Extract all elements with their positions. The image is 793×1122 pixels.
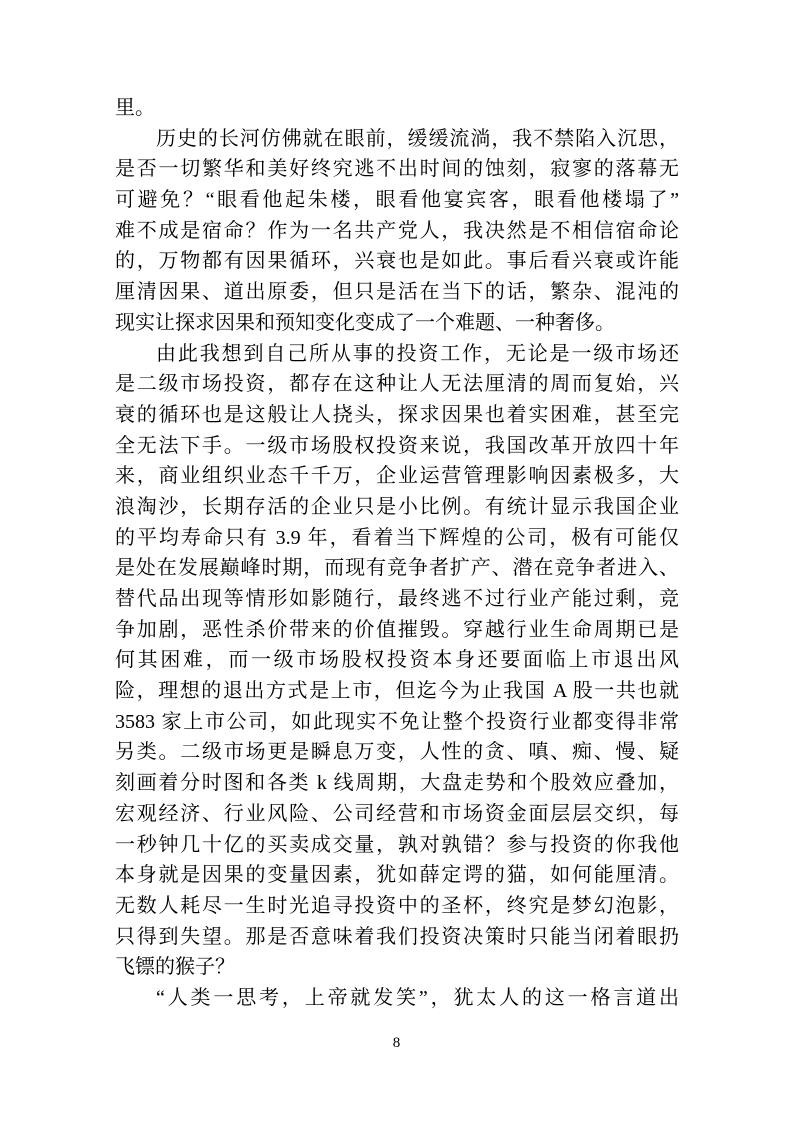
- text-line: 的，万物都有因果循环，兴衰也是如此。事后看兴衰或许能: [115, 250, 679, 273]
- text-line: 是否一切繁华和美好终究逃不出时间的蚀刻，寂寥的落幕无: [115, 158, 679, 181]
- text-line: 由此我想到自己所从事的投资工作，无论是一级市场还: [156, 342, 679, 365]
- text-line: 何其困难，而一级市场股权投资本身还要面临上市退出风: [115, 649, 679, 672]
- text-line: 现实让探求因果和预知变化变成了一个难题、一种奢侈。: [115, 311, 615, 334]
- text-line: 本身就是因果的变量因素，犹如薛定谔的猫，如何能厘清。: [115, 864, 679, 887]
- text-line: 里。: [115, 97, 155, 119]
- text-line: 是处在发展巅峰时期，而现有竞争者扩产、潜在竞争者进入、: [115, 557, 679, 580]
- text-line: 厘清因果、道出原委，但只是活在当下的话，繁杂、混沌的: [115, 281, 679, 304]
- text-line: 飞镖的猴子？: [115, 956, 235, 979]
- text-line: 可避免？“眼看他起朱楼，眼看他宴宾客，眼看他楼塌了”: [115, 189, 679, 212]
- text-line: 争加剧，恶性杀价带来的价值摧毁。穿越行业生命周期已是: [115, 618, 679, 641]
- text-line: 一秒钟几十亿的买卖成交量，孰对孰错？参与投资的你我他: [115, 833, 679, 856]
- text-line: 浪淘沙，长期存活的企业只是小比例。有统计显示我国企业: [115, 495, 679, 518]
- text-line: 的平均寿命只有 3.9 年，看着当下辉煌的公司，极有可能仅: [115, 526, 679, 549]
- text-line: 来，商业组织业态千千万，企业运营管理影响因素极多，大: [115, 465, 679, 488]
- text-line: 衰的循环也是这般让人挠头，探求因果也着实困难，甚至完: [115, 403, 679, 426]
- text-line: 险，理想的退出方式是上市，但迄今为止我国 A 股一共也就: [115, 680, 679, 703]
- text-line: 宏观经济、行业风险、公司经营和市场资金面层层交织，每: [115, 802, 679, 825]
- page-number: 8: [392, 1035, 401, 1051]
- text-line: 无数人耗尽一生时光追寻投资中的圣杯，终究是梦幻泡影，: [115, 894, 679, 917]
- text-line: 历史的长河仿佛就在眼前，缓缓流淌，我不禁陷入沉思，: [156, 127, 679, 150]
- text-line: 替代品出现等情形如影随行，最终逃不过行业产能过剩，竞: [115, 588, 679, 610]
- text-block: [115, 93, 679, 1014]
- text-line: 刻画着分时图和各类 k 线周期，大盘走势和个股效应叠加，: [115, 772, 679, 795]
- text-line: 3583 家上市公司，如此现实不免让整个投资行业都变得非常: [115, 710, 679, 733]
- text-line: 只得到失望。那是否意味着我们投资决策时只能当闭着眼扔: [115, 925, 679, 948]
- text-line: 另类。二级市场更是瞬息万变，人性的贪、嗔、痴、慢、疑: [115, 741, 679, 764]
- text-line: 是二级市场投资，都存在这种让人无法厘清的周而复始，兴: [115, 373, 679, 396]
- text-line: 难不成是宿命？作为一名共产党人，我决然是不相信宿命论: [115, 219, 679, 242]
- text-line: 全无法下手。一级市场股权投资来说，我国改革开放四十年: [115, 434, 679, 457]
- text-line: “人类一思考，上帝就发笑”，犹太人的这一格言道出: [156, 986, 679, 1009]
